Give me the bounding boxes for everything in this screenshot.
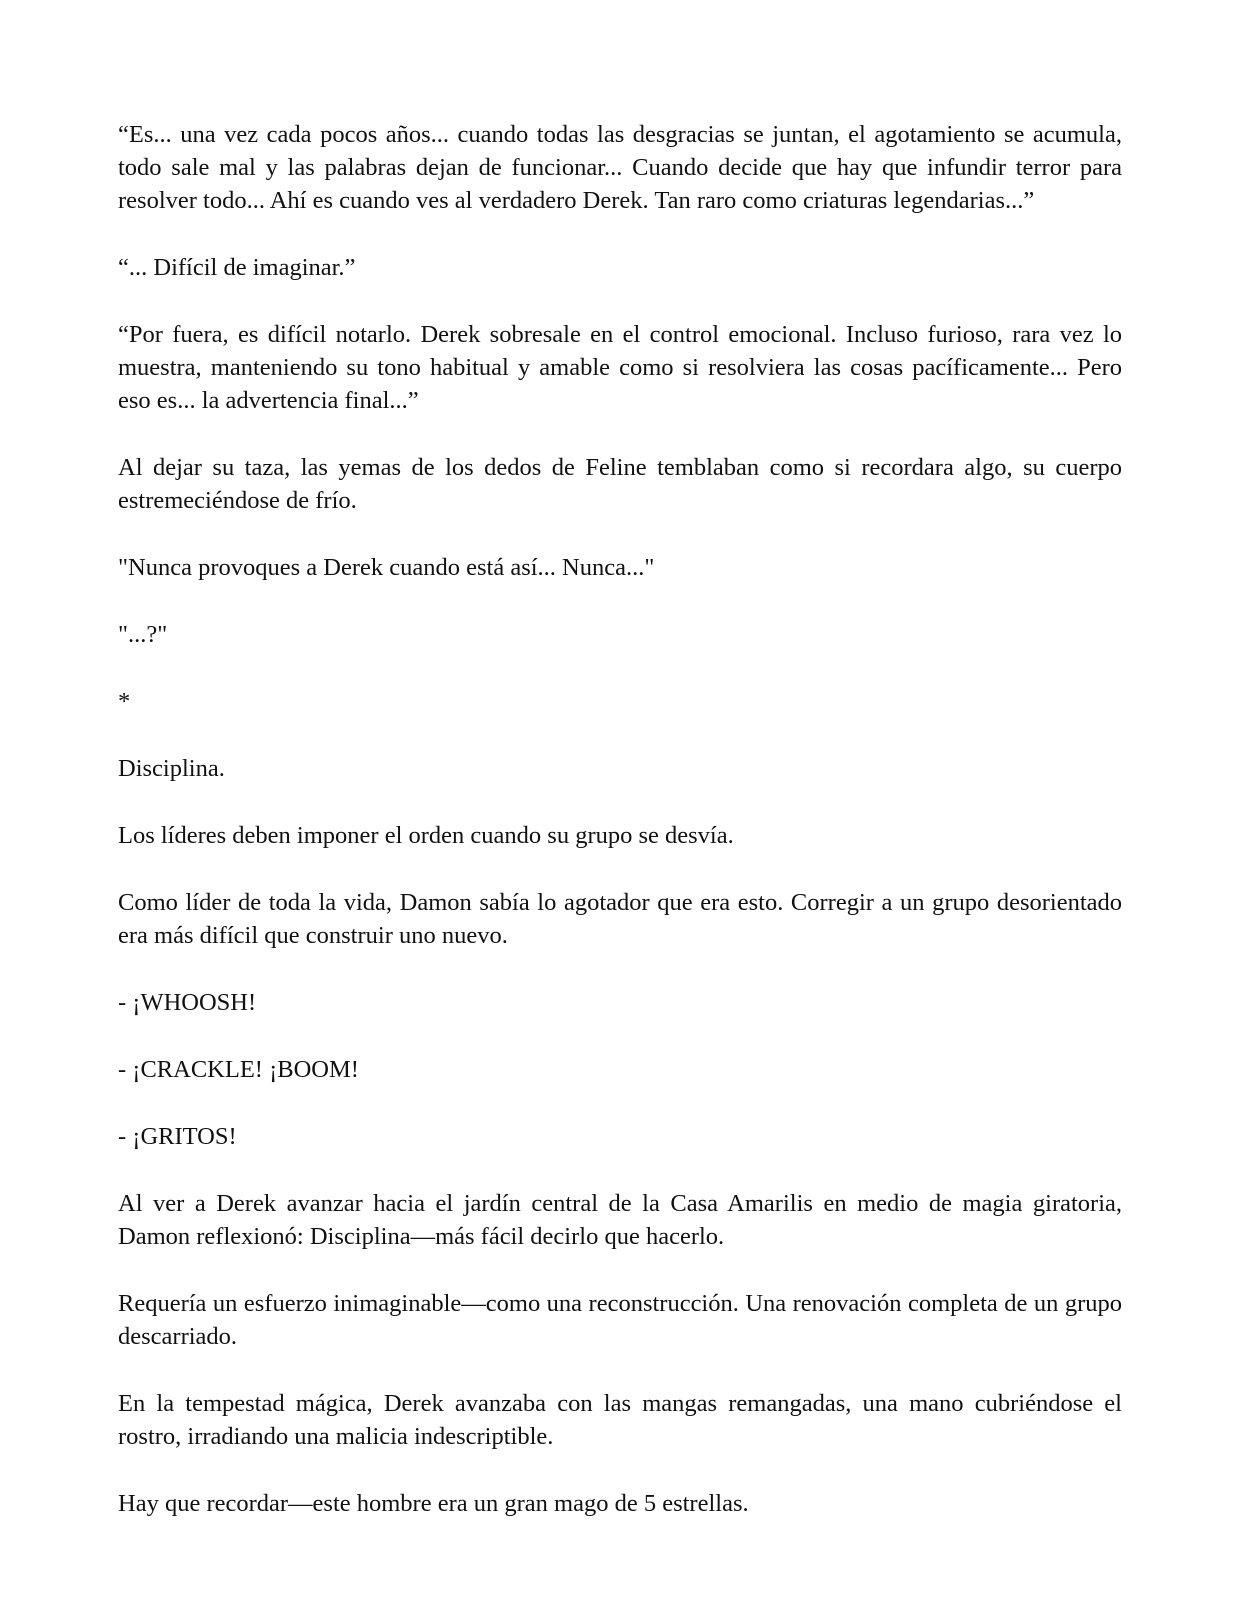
paragraph-16: En la tempestad mágica, Derek avanzaba con las mangas remangadas, una mano cubriéndose el rostro, irradiando una malicia indescriptible. <box>118 1390 1122 1450</box>
paragraph-5: "Nunca provoques a Derek cuando está así... Nunca..." <box>118 554 655 581</box>
paragraph-17: Hay que recordar—este hombre era un gran mago de 5 estrellas. <box>118 1490 749 1517</box>
paragraph-14: Al ver a Derek avanzar hacia el jardín central de la Casa Amarilis en medio de magia giratoria, Damon reflexionó: Disciplina—más fácil decirlo que hacerlo. <box>118 1190 1122 1250</box>
paragraph-2: “... Difícil de imaginar.” <box>118 254 356 281</box>
paragraph-4: Al dejar su taza, las yemas de los dedos de Feline temblaban como si recordara algo, su cuerpo estremeciéndose de frío. <box>118 454 1122 514</box>
paragraph-1: “Es... una vez cada pocos años... cuando todas las desgracias se juntan, el agotamiento se acumula, todo sale mal y las palabras dejan de funcionar... Cuando decide que hay que infundir terror para resolver todo... Ahí es cuando ves al verdadero Derek. Tan raro como criaturas legendarias...” <box>118 121 1122 214</box>
paragraph-3: “Por fuera, es difícil notarlo. Derek sobresale en el control emocional. Incluso furioso, rara vez lo muestra, manteniendo su tono habitual y amable como si resolviera las cosas pacíficamente... Pero eso es... la advertencia final...” <box>118 321 1122 414</box>
paragraph-12: - ¡CRACKLE! ¡BOOM! <box>118 1056 359 1083</box>
paragraph-10: Como líder de toda la vida, Damon sabía lo agotador que era esto. Corregir a un grupo desorientado era más difícil que construir uno nuevo. <box>118 889 1122 949</box>
paragraph-9: Los líderes deben imponer el orden cuando su grupo se desvía. <box>118 822 734 849</box>
paragraph-15: Requería un esfuerzo inimaginable—como una reconstrucción. Una renovación completa de un grupo descarriado. <box>118 1290 1122 1350</box>
paragraph-13: - ¡GRITOS! <box>118 1123 237 1150</box>
paragraph-11: - ¡WHOOSH! <box>118 989 257 1016</box>
page-body <box>118 118 1122 1554</box>
paragraph-8: Disciplina. <box>118 755 225 782</box>
scene-break: * <box>118 688 131 715</box>
paragraph-6: "...?" <box>118 621 168 648</box>
